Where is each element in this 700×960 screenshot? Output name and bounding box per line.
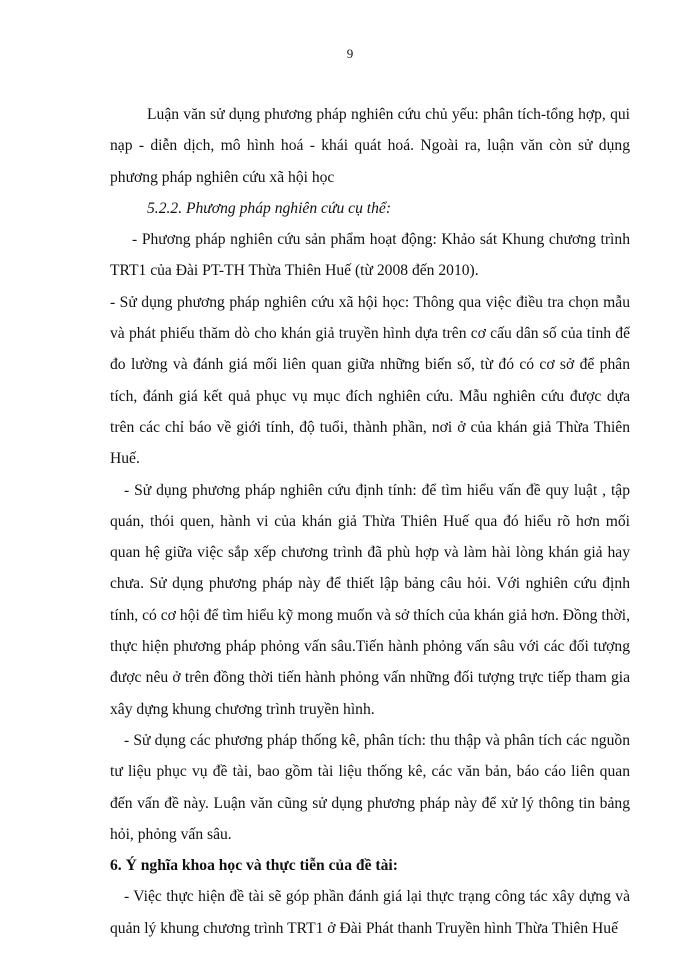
section-heading: 6. Ý nghĩa khoa học và thực tiễn của đề tài: [110, 857, 398, 875]
significance-paragraph: - Việc thực hiện đề tài sẽ góp phần đánh giá lại thực trạng công tác xây dựng và quản lý khung chương trình TRT1 ở Đài Phát thanh Truyền hình Thừa Thiên Huế [110, 888, 630, 937]
bullet-qualitative-method: - Sử dụng phương pháp nghiên cứu định tính: để tìm hiểu vấn đề quy luật , tập quán, thói quen, hành vi của khán giả Thừa Thiên Huế qua đó hiểu rõ hơn mối quan hệ giữa việc sắp xếp chương trình đã phù hợp và làm hài lòng khán giả hay chưa. Sử dụng phương pháp này để thiết lập bảng câu hỏi. Với nghiên cứu định tính, có cơ hội để tìm hiểu kỹ mong muốn và sở thích của khán giả hơn. Đồng thời, thực hiện phương pháp phỏng vấn sâu.Tiến hành phỏng vấn sâu với các đối tượng được nêu ở trên đồng thời tiến hành phỏng vấn những đối tượng trực tiếp tham gia xây dựng khung chương trình truyền hình. [110, 481, 630, 718]
research-methods-paragraph: Luận văn sử dụng phương pháp nghiên cứu chủ yếu: phân tích-tổng hợp, qui nạp - diễn dịch, mô hình hoá - khái quát hoá. Ngoài ra, luận văn còn sử dụng phương pháp nghiên cứu xã hội học [110, 106, 630, 186]
document-body [110, 99, 630, 944]
subsection-heading: 5.2.2. Phương pháp nghiên cứu cụ thể: [147, 199, 392, 217]
page-number: 9 [346, 46, 354, 61]
bullet-product-research: - Phương pháp nghiên cứu sản phẩm hoạt động: Khảo sát Khung chương trình TRT1 của Đài PT-TH Thừa Thiên Huế (từ 2008 đến 2010). [110, 231, 630, 280]
bullet-statistics-method: - Sử dụng các phương pháp thống kê, phân tích: thu thập và phân tích các nguồn tư liệu phục vụ đề tài, bao gồm tài liệu thống kê, các văn bản, báo cáo liên quan đến vấn đề này. Luận văn cũng sử dụng phương pháp này để xử lý thông tin bảng hỏi, phỏng vấn sâu. [110, 731, 630, 843]
bullet-sociology-method: - Sử dụng phương pháp nghiên cứu xã hội học: Thông qua việc điều tra chọn mẫu và phát phiếu thăm dò cho khán giả truyền hình dựa trên cơ cấu dân số của tỉnh để đo lường và đánh giá mối liên quan giữa những biến số, từ đó có cơ sở để phân tích, đánh giá kết quả phục vụ mục đích nghiên cứu. Mẫu nghiên cứu được dựa trên các chỉ báo về giới tính, độ tuổi, thành phần, nơi ở của khán giả Thừa Thiên Huế. [110, 293, 630, 468]
